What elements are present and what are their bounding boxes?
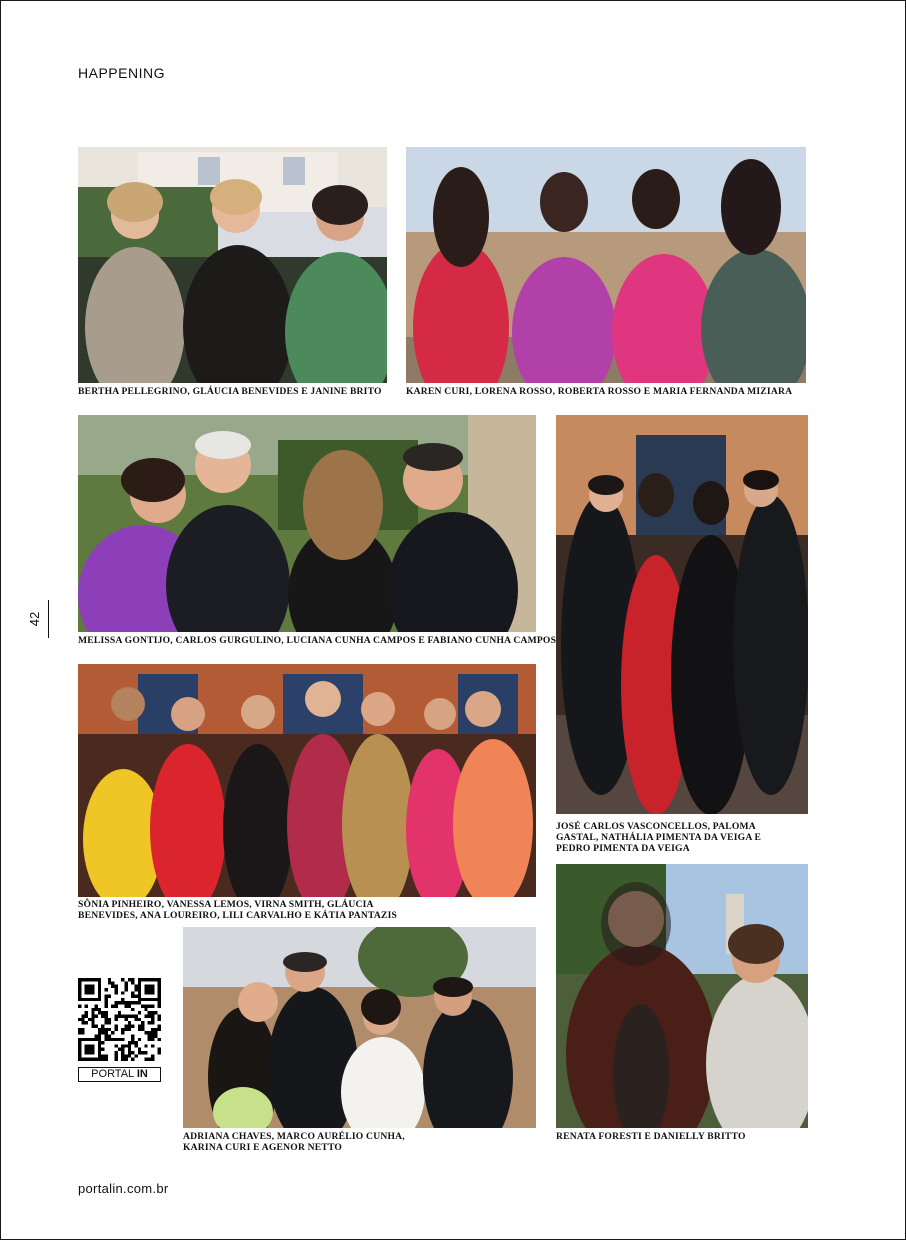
page-number: 42: [27, 611, 42, 627]
page-number-divider: [48, 600, 49, 638]
photo-two-women-furs: [556, 864, 808, 1128]
caption-photo-6-line-2: KARINA CURI E AGENOR NETTO: [183, 1142, 343, 1153]
caption-photo-4-line-3: PEDRO PIMENTA DA VEIGA: [556, 843, 690, 854]
photo-seven-women-ballroom: [78, 664, 536, 897]
section-title: HAPPENING: [78, 65, 165, 81]
caption-photo-2: KAREN CURI, LORENA ROSSO, ROBERTA ROSSO E MARIA FERNANDA MIZIARA: [406, 386, 793, 397]
photo-two-couples-arcade: [556, 415, 808, 814]
photo-three-women-garden: [78, 147, 387, 383]
caption-photo-4-line-1: JOSÉ CARLOS VASCONCELLOS, PALOMA: [556, 821, 756, 832]
caption-photo-1: BERTHA PELLEGRINO, GLÁUCIA BENEVIDES E JANINE BRITO: [78, 386, 382, 397]
photo-two-couples-garden: [78, 415, 536, 632]
caption-photo-5-line-2: BENEVIDES, ANA LOUREIRO, LILI CARVALHO E KÁTIA PANTAZIS: [78, 910, 398, 921]
caption-photo-4-line-2: GASTAL, NATHÁLIA PIMENTA DA VEIGA E: [556, 832, 762, 843]
qr-code-icon[interactable]: [78, 978, 161, 1061]
caption-photo-3: MELISSA GONTIJO, CARLOS GURGULINO, LUCIANA CUNHA CAMPOS E FABIANO CUNHA CAMPOS: [78, 635, 557, 646]
caption-photo-7: RENATA FORESTI E DANIELLY BRITTO: [556, 1131, 746, 1142]
portal-in-label: PORTAL IN: [78, 1067, 161, 1082]
caption-photo-5-line-1: SÔNIA PINHEIRO, VANESSA LEMOS, VIRNA SMITH, GLÁUCIA: [78, 899, 374, 910]
footer-url[interactable]: portalin.com.br: [78, 1181, 169, 1196]
photo-four-women-city-view: [406, 147, 806, 383]
caption-photo-6-line-1: ADRIANA CHAVES, MARCO AURÉLIO CUNHA,: [183, 1131, 405, 1142]
photo-couples-sunset-view: [183, 927, 536, 1128]
